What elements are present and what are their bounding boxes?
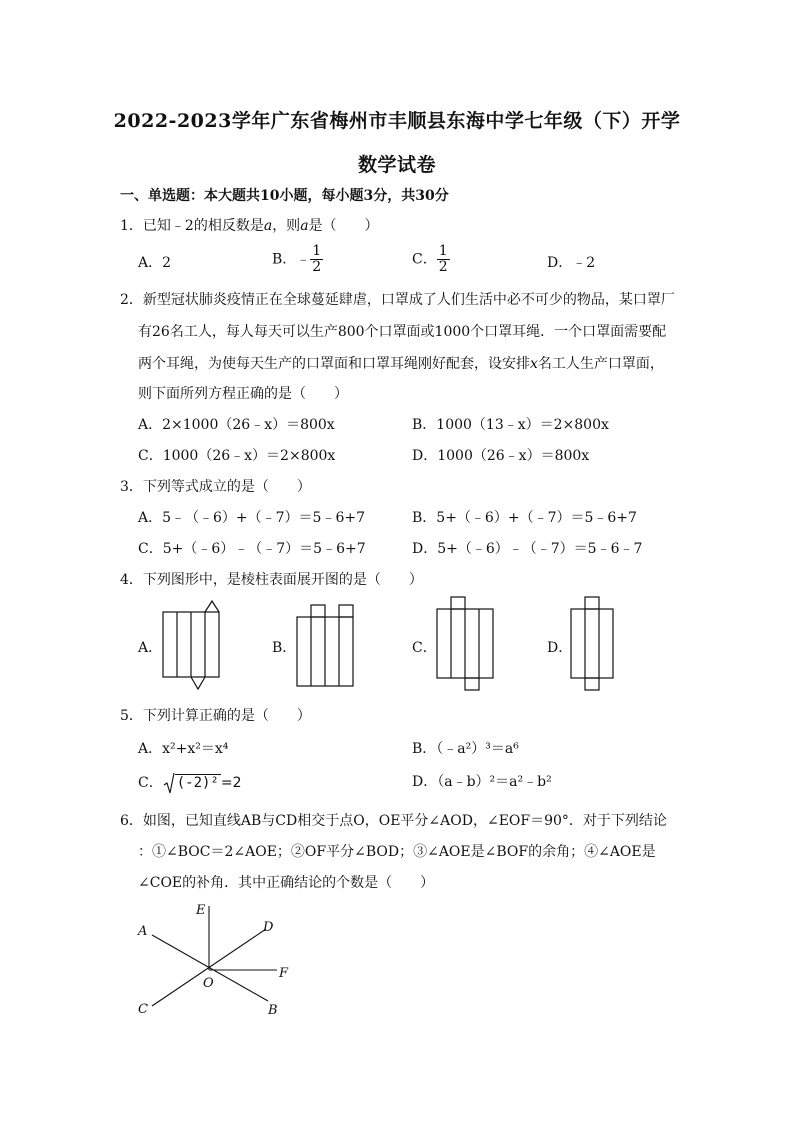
q1-option-a: A．2 xyxy=(138,255,172,271)
q3-option-d: D．5+（﹣6）﹣（﹣7）＝5﹣6﹣7 xyxy=(412,541,643,557)
label-a: A xyxy=(138,924,148,939)
q1-stem-part2: ，则 xyxy=(272,218,301,234)
q2-option-d: D．1000（26﹣x）＝800x xyxy=(412,448,590,464)
q4-option-c: C． xyxy=(412,640,437,656)
q4-figure-c xyxy=(436,596,494,694)
q4-option-b: B． xyxy=(272,640,297,656)
q3-stem: 3．下列等式成立的是（ ） xyxy=(120,479,311,495)
q4-option-d: D． xyxy=(547,640,573,656)
line-ab xyxy=(152,935,268,1001)
section-heading: 一、单选题：本大题共10小题，每小题3分，共30分 xyxy=(120,188,449,204)
q5-option-c xyxy=(138,772,242,794)
q6-line2: ：①∠BOC＝2∠AOE；②OF平分∠BOD；③∠AOE是∠BOF的余角；④∠AOE是 xyxy=(138,844,656,860)
q2-var-x: x xyxy=(530,356,538,372)
q1-option-c xyxy=(412,244,450,275)
q5-option-d: D．（a﹣b）²＝a²﹣b² xyxy=(412,774,552,790)
q2-option-a: A．2×1000（26﹣x）＝800x xyxy=(138,417,335,433)
q2-line3 xyxy=(138,354,664,374)
q2-line3-part1: 两个耳绳，为使每天生产的口罩面和口罩耳绳刚好配套，设安排 xyxy=(138,356,530,372)
q3-option-c: C．5+（﹣6）﹣（﹣7）＝5﹣6+7 xyxy=(138,541,366,557)
q4-figure-a xyxy=(160,600,222,692)
q4-stem: 4．下列图形中，是棱柱表面展开图的是（ ） xyxy=(120,572,423,588)
label-f: F xyxy=(279,966,289,981)
label-c: C xyxy=(138,1002,148,1017)
q1-option-c-fraction xyxy=(437,244,450,275)
q1-var-a2: a xyxy=(300,218,309,234)
q5-option-c-prefix: C． xyxy=(138,775,163,791)
q1-option-b-fraction xyxy=(310,244,323,275)
q4-figure-d xyxy=(570,596,616,694)
q5-option-b: B．（﹣a²）³＝a⁶ xyxy=(412,741,519,757)
q1-c-numerator: 1 xyxy=(438,243,448,259)
q1-stem-part3: 是（ ） xyxy=(308,218,379,234)
q4-option-a: A． xyxy=(138,640,163,656)
q5-stem: 5．下列计算正确的是（ ） xyxy=(120,708,311,724)
q1-var-a: a xyxy=(263,218,273,234)
q1-option-b-prefix: B．﹣ xyxy=(272,251,311,268)
q2-line3-part2: 名工人生产口罩面， xyxy=(537,356,664,372)
label-e: E xyxy=(196,903,206,918)
q1-option-b xyxy=(272,244,323,275)
q1-c-denominator: 2 xyxy=(438,259,448,275)
q2-option-b: B．1000（13﹣x）＝2×800x xyxy=(412,417,609,433)
exam-title-line1: 2022-2023学年广东省梅州市丰顺县东海中学七年级（下）开学 xyxy=(113,110,681,132)
q1-option-c-prefix: C． xyxy=(412,251,437,268)
exam-title-line2: 数学试卷 xyxy=(357,154,436,176)
q5-option-c-radicand: (-2)² xyxy=(176,775,219,791)
q1-b-denominator: 2 xyxy=(312,259,322,275)
label-d: D xyxy=(263,920,274,935)
q2-line1: 2．新型冠状肺炎疫情正在全球蔓延肆虐，口罩成了人们生活中必不可少的物品，某口罩厂 xyxy=(120,292,675,308)
q5-option-c-rest: =2 xyxy=(220,775,242,791)
q1-b-numerator: 1 xyxy=(312,243,322,259)
q3-option-b: B．5+（﹣6）+（﹣7）＝5﹣6+7 xyxy=(412,510,637,526)
q2-option-c: C．1000（26﹣x）＝2×800x xyxy=(138,448,336,464)
q6-line3: ∠COE的补角．其中正确结论的个数是（ ） xyxy=(138,875,435,891)
q2-line2: 有26名工人，每人每天可以生产800个口罩面或1000个口罩耳绳．一个口罩面需要配 xyxy=(138,324,667,340)
q3-option-a: A．5﹣（﹣6）+（﹣7）＝5﹣6+7 xyxy=(138,510,366,526)
q6-figure xyxy=(130,898,300,1023)
q5-option-a: A．x²+x²＝x⁴ xyxy=(138,741,229,757)
q6-line1: 6．如图，已知直线AB与CD相交于点O，OE平分∠AOD，∠EOF＝90°．对于下列结论 xyxy=(120,813,667,829)
q2-line4: 则下面所列方程正确的是（ ） xyxy=(138,386,348,402)
q1-option-d: D．﹣2 xyxy=(547,255,596,271)
q4-figure-b xyxy=(295,604,357,690)
sqrt-symbol xyxy=(163,772,175,794)
q1-stem xyxy=(120,216,379,236)
label-b: B xyxy=(268,1003,278,1018)
q1-stem-part1: 1．已知﹣2的相反数是 xyxy=(120,218,264,234)
label-o: O xyxy=(203,976,214,991)
